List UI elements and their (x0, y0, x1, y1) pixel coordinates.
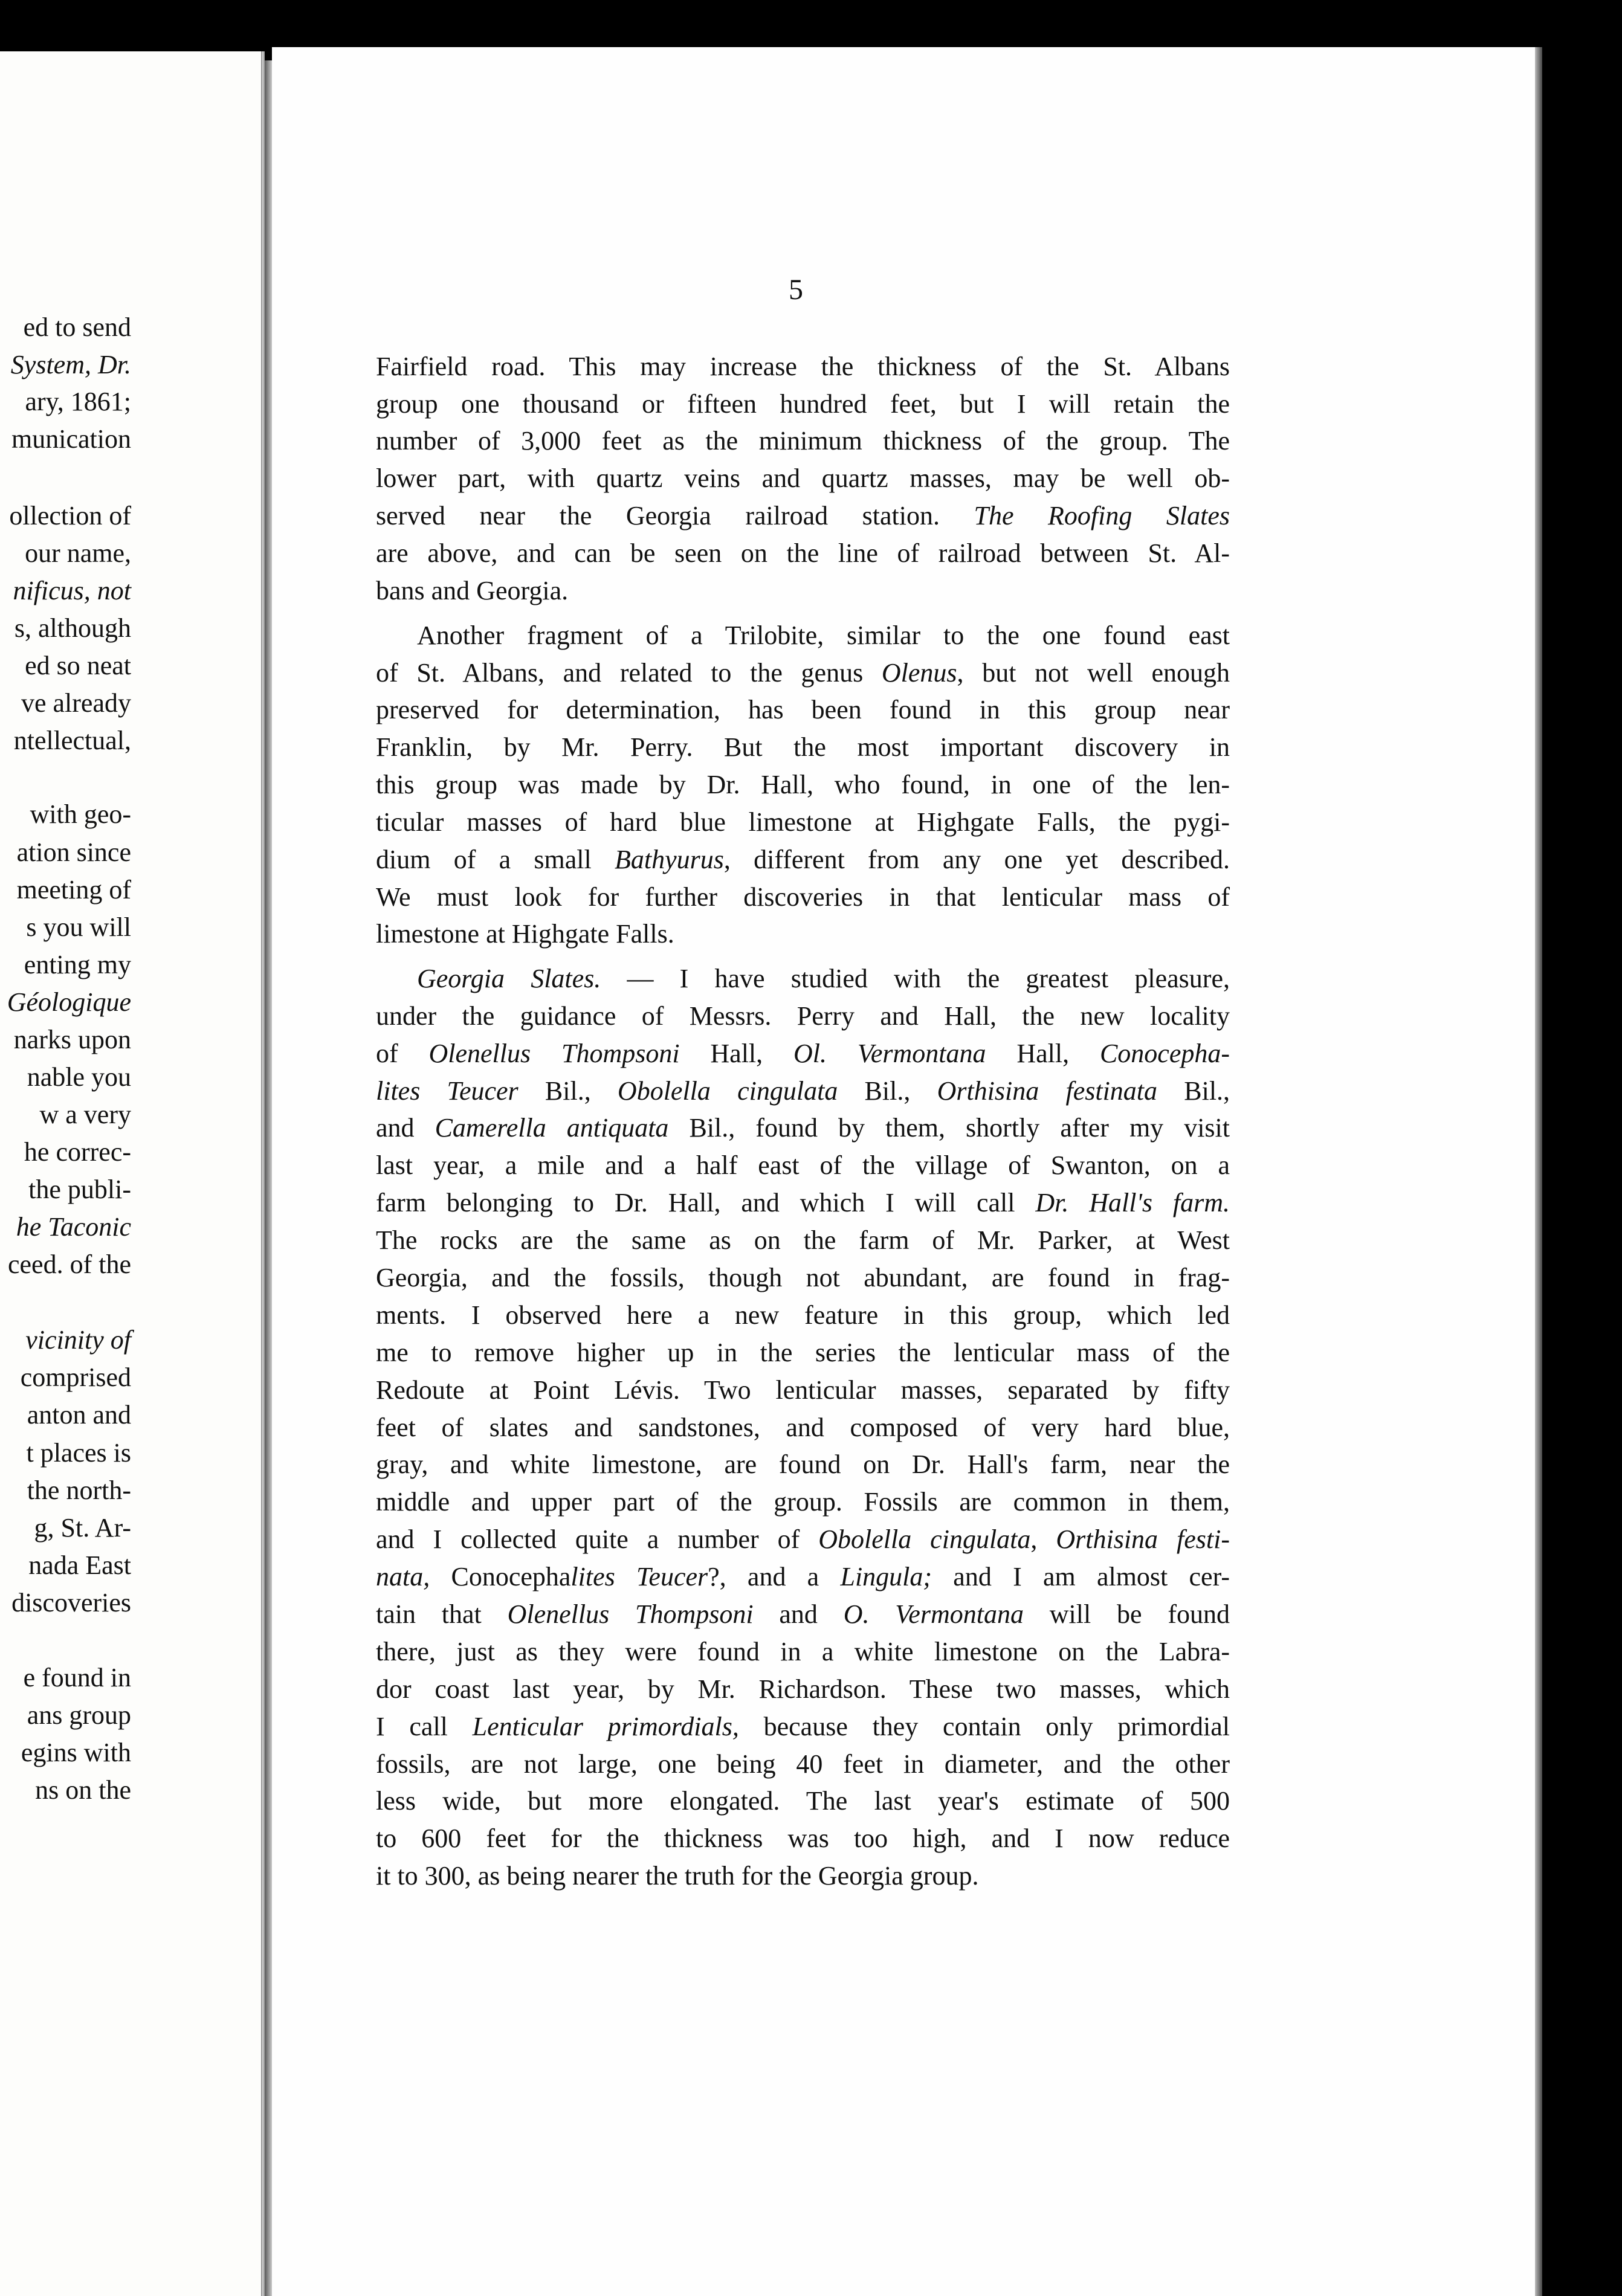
body-text-line: group one thousand or fifteen hundred feet, but I will retain the (376, 389, 1230, 419)
body-text-line: Another fragment of a Trilobite, similar to the one found east (417, 621, 1230, 650)
body-text-line: dium of a small Bathyurus, different from any one yet described. (376, 845, 1230, 874)
body-text-line: ments. I observed here a new feature in this group, which led (376, 1300, 1230, 1330)
body-text-line: The rocks are the same as on the farm of Mr. Parker, at West (376, 1225, 1230, 1255)
left-fragment-line: meeting of (16, 875, 131, 905)
body-text-line: fossils, are not large, one being 40 feet in diameter, and the other (376, 1749, 1230, 1779)
left-fragment-line: vicinity of (25, 1325, 131, 1355)
body-text-line: gray, and white limestone, are found on Dr. Hall's farm, near the (376, 1450, 1230, 1479)
body-text-line: Franklin, by Mr. Perry. But the most important discovery in (376, 732, 1230, 762)
body-text-line: ticular masses of hard blue limestone at Highgate Falls, the pygi- (376, 807, 1230, 837)
left-fragment-line: w a very (39, 1100, 131, 1129)
left-fragment-line: nable you (27, 1062, 131, 1092)
left-fragment-line: ary, 1861; (25, 387, 131, 416)
left-fragment-line: comprised (20, 1362, 131, 1392)
left-fragment-line: nificus, not (13, 576, 131, 605)
body-text-line: less wide, but more elongated. The last year's estimate of 500 (376, 1786, 1230, 1816)
left-fragment-line: ntellectual, (13, 726, 131, 755)
left-fragment-line: ceed. of the (8, 1250, 131, 1279)
body-text-line: Georgia, and the fossils, though not abundant, are found in frag- (376, 1263, 1230, 1292)
left-fragment-line: ollection of (9, 501, 131, 530)
left-fragment-line: s, although (14, 613, 131, 643)
body-text-line: lites Teucer Bil., Obolella cingulata Bil., Orthisina festinata Bil., (376, 1076, 1230, 1106)
left-fragment-line: nada East (28, 1550, 131, 1580)
body-text-line: tain that Olenellus Thompsoni and O. Vermontana will be found (376, 1599, 1230, 1629)
left-fragment-line: narks upon (13, 1025, 131, 1054)
body-text-line: Redoute at Point Lévis. Two lenticular masses, separated by fifty (376, 1375, 1230, 1405)
left-fragment-line: s you will (26, 912, 131, 942)
left-fragment-line: e found in (23, 1663, 131, 1692)
body-text-line: middle and upper part of the group. Fossils are common in them, (376, 1487, 1230, 1517)
body-text-line: me to remove higher up in the series the lenticular mass of the (376, 1338, 1230, 1367)
body-text-line: of Olenellus Thompsoni Hall, Ol. Vermontana Hall, Conocepha- (376, 1039, 1230, 1068)
right-page (272, 47, 1535, 2296)
left-fragment-line: egins with (21, 1738, 131, 1767)
page-number: 5 (789, 274, 803, 306)
body-text-line: bans and Georgia. (376, 576, 569, 605)
left-fragment-line: ed so neat (25, 651, 131, 680)
body-text-line: Fairfield road. This may increase the thickness of the St. Albans (376, 352, 1230, 381)
left-fragment-line: enting my (24, 950, 131, 979)
body-text-line: feet of slates and sandstones, and composed of very hard blue, (376, 1413, 1230, 1442)
left-fragment-line: ns on the (35, 1775, 131, 1805)
body-text-line: last year, a mile and a half east of the village of Swanton, on a (376, 1150, 1230, 1180)
body-text-line: nata, Conocephalites Teucer?, and a Lingula; and I am almost cer- (376, 1562, 1230, 1591)
body-text-line: are above, and can be seen on the line of railroad between St. Al- (376, 538, 1230, 568)
left-fragment-line: Géologique (7, 987, 131, 1017)
body-text-line: there, just as they were found in a white limestone on the Labra- (376, 1637, 1230, 1666)
left-fragment-line: discoveries (11, 1588, 131, 1617)
left-fragment-line: he Taconic (16, 1212, 131, 1242)
left-fragment-line: munication (11, 424, 131, 454)
body-text-line: dor coast last year, by Mr. Richardson. These two masses, which (376, 1674, 1230, 1704)
left-fragment-line: anton and (27, 1400, 131, 1430)
left-fragment-line: g, St. Ar- (34, 1513, 131, 1543)
left-fragment-line: ve already (21, 688, 131, 718)
body-text-line: under the guidance of Messrs. Perry and Hall, the new locality (376, 1001, 1230, 1031)
left-fragment-line: t places is (26, 1438, 131, 1468)
body-text-line: limestone at Highgate Falls. (376, 919, 674, 949)
left-fragment-line: the north- (27, 1475, 131, 1505)
body-text-line: lower part, with quartz veins and quartz masses, may be well ob- (376, 463, 1230, 493)
left-fragment-line: the publi- (28, 1175, 131, 1204)
body-text-line: this group was made by Dr. Hall, who found, in one of the len- (376, 770, 1230, 799)
body-text-line: I call Lenticular primordials, because they contain only primordial (376, 1712, 1230, 1741)
left-fragment-line: with geo- (30, 799, 131, 829)
body-text-line: served near the Georgia railroad station. The Roofing Slates (376, 501, 1230, 530)
body-text-line: and I collected quite a number of Obolella cingulata, Orthisina festi- (376, 1524, 1230, 1554)
left-fragment-line: System, Dr. (10, 350, 131, 379)
left-page-fragment (0, 51, 261, 2296)
left-fragment-line: ed to send (23, 312, 131, 342)
left-fragment-line: he correc- (24, 1137, 131, 1167)
body-text-line: it to 300, as being nearer the truth for the Georgia group. (376, 1861, 979, 1891)
body-text-line: preserved for determination, has been found in this group near (376, 695, 1230, 724)
left-fragment-line: our name, (25, 538, 131, 568)
body-text-line: We must look for further discoveries in that lenticular mass of (376, 882, 1230, 912)
body-text-line: of St. Albans, and related to the genus Olenus, but not well enough (376, 658, 1230, 688)
body-text-line: to 600 feet for the thickness was too high, and I now reduce (376, 1824, 1230, 1853)
body-text-line: farm belonging to Dr. Hall, and which I will call Dr. Hall's farm. (376, 1188, 1230, 1217)
left-fragment-line: ans group (27, 1700, 131, 1730)
body-text-line: Georgia Slates. — I have studied with the greatest pleasure, (417, 964, 1230, 993)
left-page-text (0, 51, 261, 2296)
left-fragment-line: ation since (16, 837, 131, 867)
body-text-line: number of 3,000 feet as the minimum thickness of the group. The (376, 426, 1230, 456)
page-edge-shadow (1535, 47, 1542, 2296)
body-text-line: and Camerella antiquata Bil., found by them, shortly after my visit (376, 1113, 1230, 1143)
